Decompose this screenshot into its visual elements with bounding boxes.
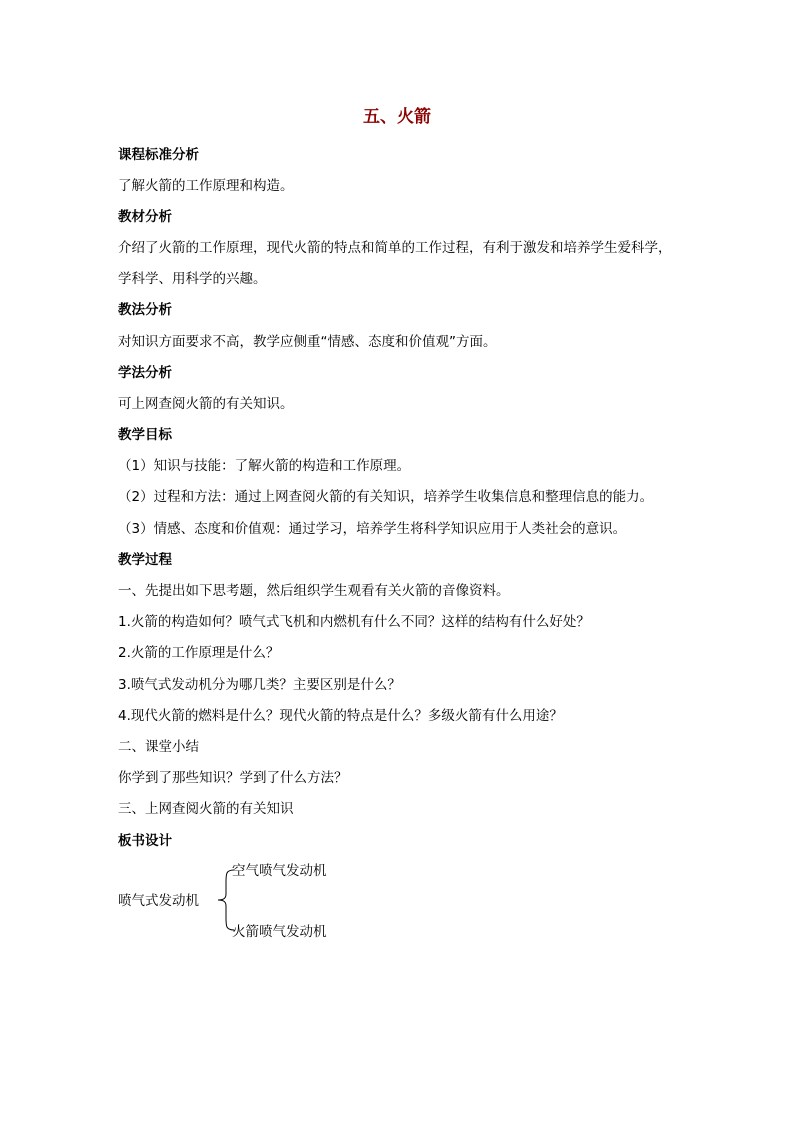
page-title: 五、火箭	[363, 107, 431, 127]
process-heading: 教学过程	[118, 552, 172, 568]
teaching-method-heading: 教法分析	[118, 302, 172, 318]
goal-item-1: （1）知识与技能：了解火箭的构造和工作原理。	[118, 458, 411, 474]
goals-heading: 教学目标	[118, 427, 172, 443]
material-text-line-1: 介绍了火箭的工作原理，现代火箭的特点和简单的工作过程，有利于激发和培养学生爱科学，	[118, 240, 672, 256]
curriculum-heading: 课程标准分析	[118, 147, 199, 163]
teaching-method-text: 对知识方面要求不高，教学应侧重“情感、态度和价值观”方面。	[118, 334, 497, 350]
material-heading: 教材分析	[118, 209, 172, 225]
learning-method-text: 可上网查阅火箭的有关知识。	[118, 396, 294, 412]
process-step-3: 三、上网查阅火箭的有关知识	[118, 801, 294, 817]
board-branch-bottom: 火箭喷气发动机	[232, 924, 327, 940]
question-3: 3.喷气式发动机分为哪几类？主要区别是什么？	[118, 677, 401, 693]
learning-method-heading: 学法分析	[118, 365, 172, 381]
question-2: 2.火箭的工作原理是什么？	[118, 645, 280, 661]
board-root: 喷气式发动机	[118, 893, 199, 909]
summary-text: 你学到了那些知识？学到了什么方法？	[118, 770, 348, 786]
board-branch-top: 空气喷气发动机	[232, 863, 327, 879]
question-1: 1.火箭的构造如何？喷气式飞机和内燃机有什么不同？这样的结构有什么好处？	[118, 614, 590, 630]
question-4: 4.现代火箭的燃料是什么？现代火箭的特点是什么？多级火箭有什么用途？	[118, 708, 563, 724]
goal-item-3: （3）情感、态度和价值观：通过学习，培养学生将科学知识应用于人类社会的意识。	[118, 521, 627, 537]
board-design-heading: 板书设计	[118, 833, 172, 849]
process-step-1: 一、先提出如下思考题，然后组织学生观看有关火箭的音像资料。	[118, 583, 510, 599]
material-text-line-2: 学科学、用科学的兴趣。	[118, 271, 267, 287]
goal-item-2: （2）过程和方法：通过上网查阅火箭的有关知识，培养学生收集信息和整理信息的能力。	[118, 489, 654, 505]
curriculum-text: 了解火箭的工作原理和构造。	[118, 178, 294, 194]
process-step-2: 二、课堂小结	[118, 739, 199, 755]
